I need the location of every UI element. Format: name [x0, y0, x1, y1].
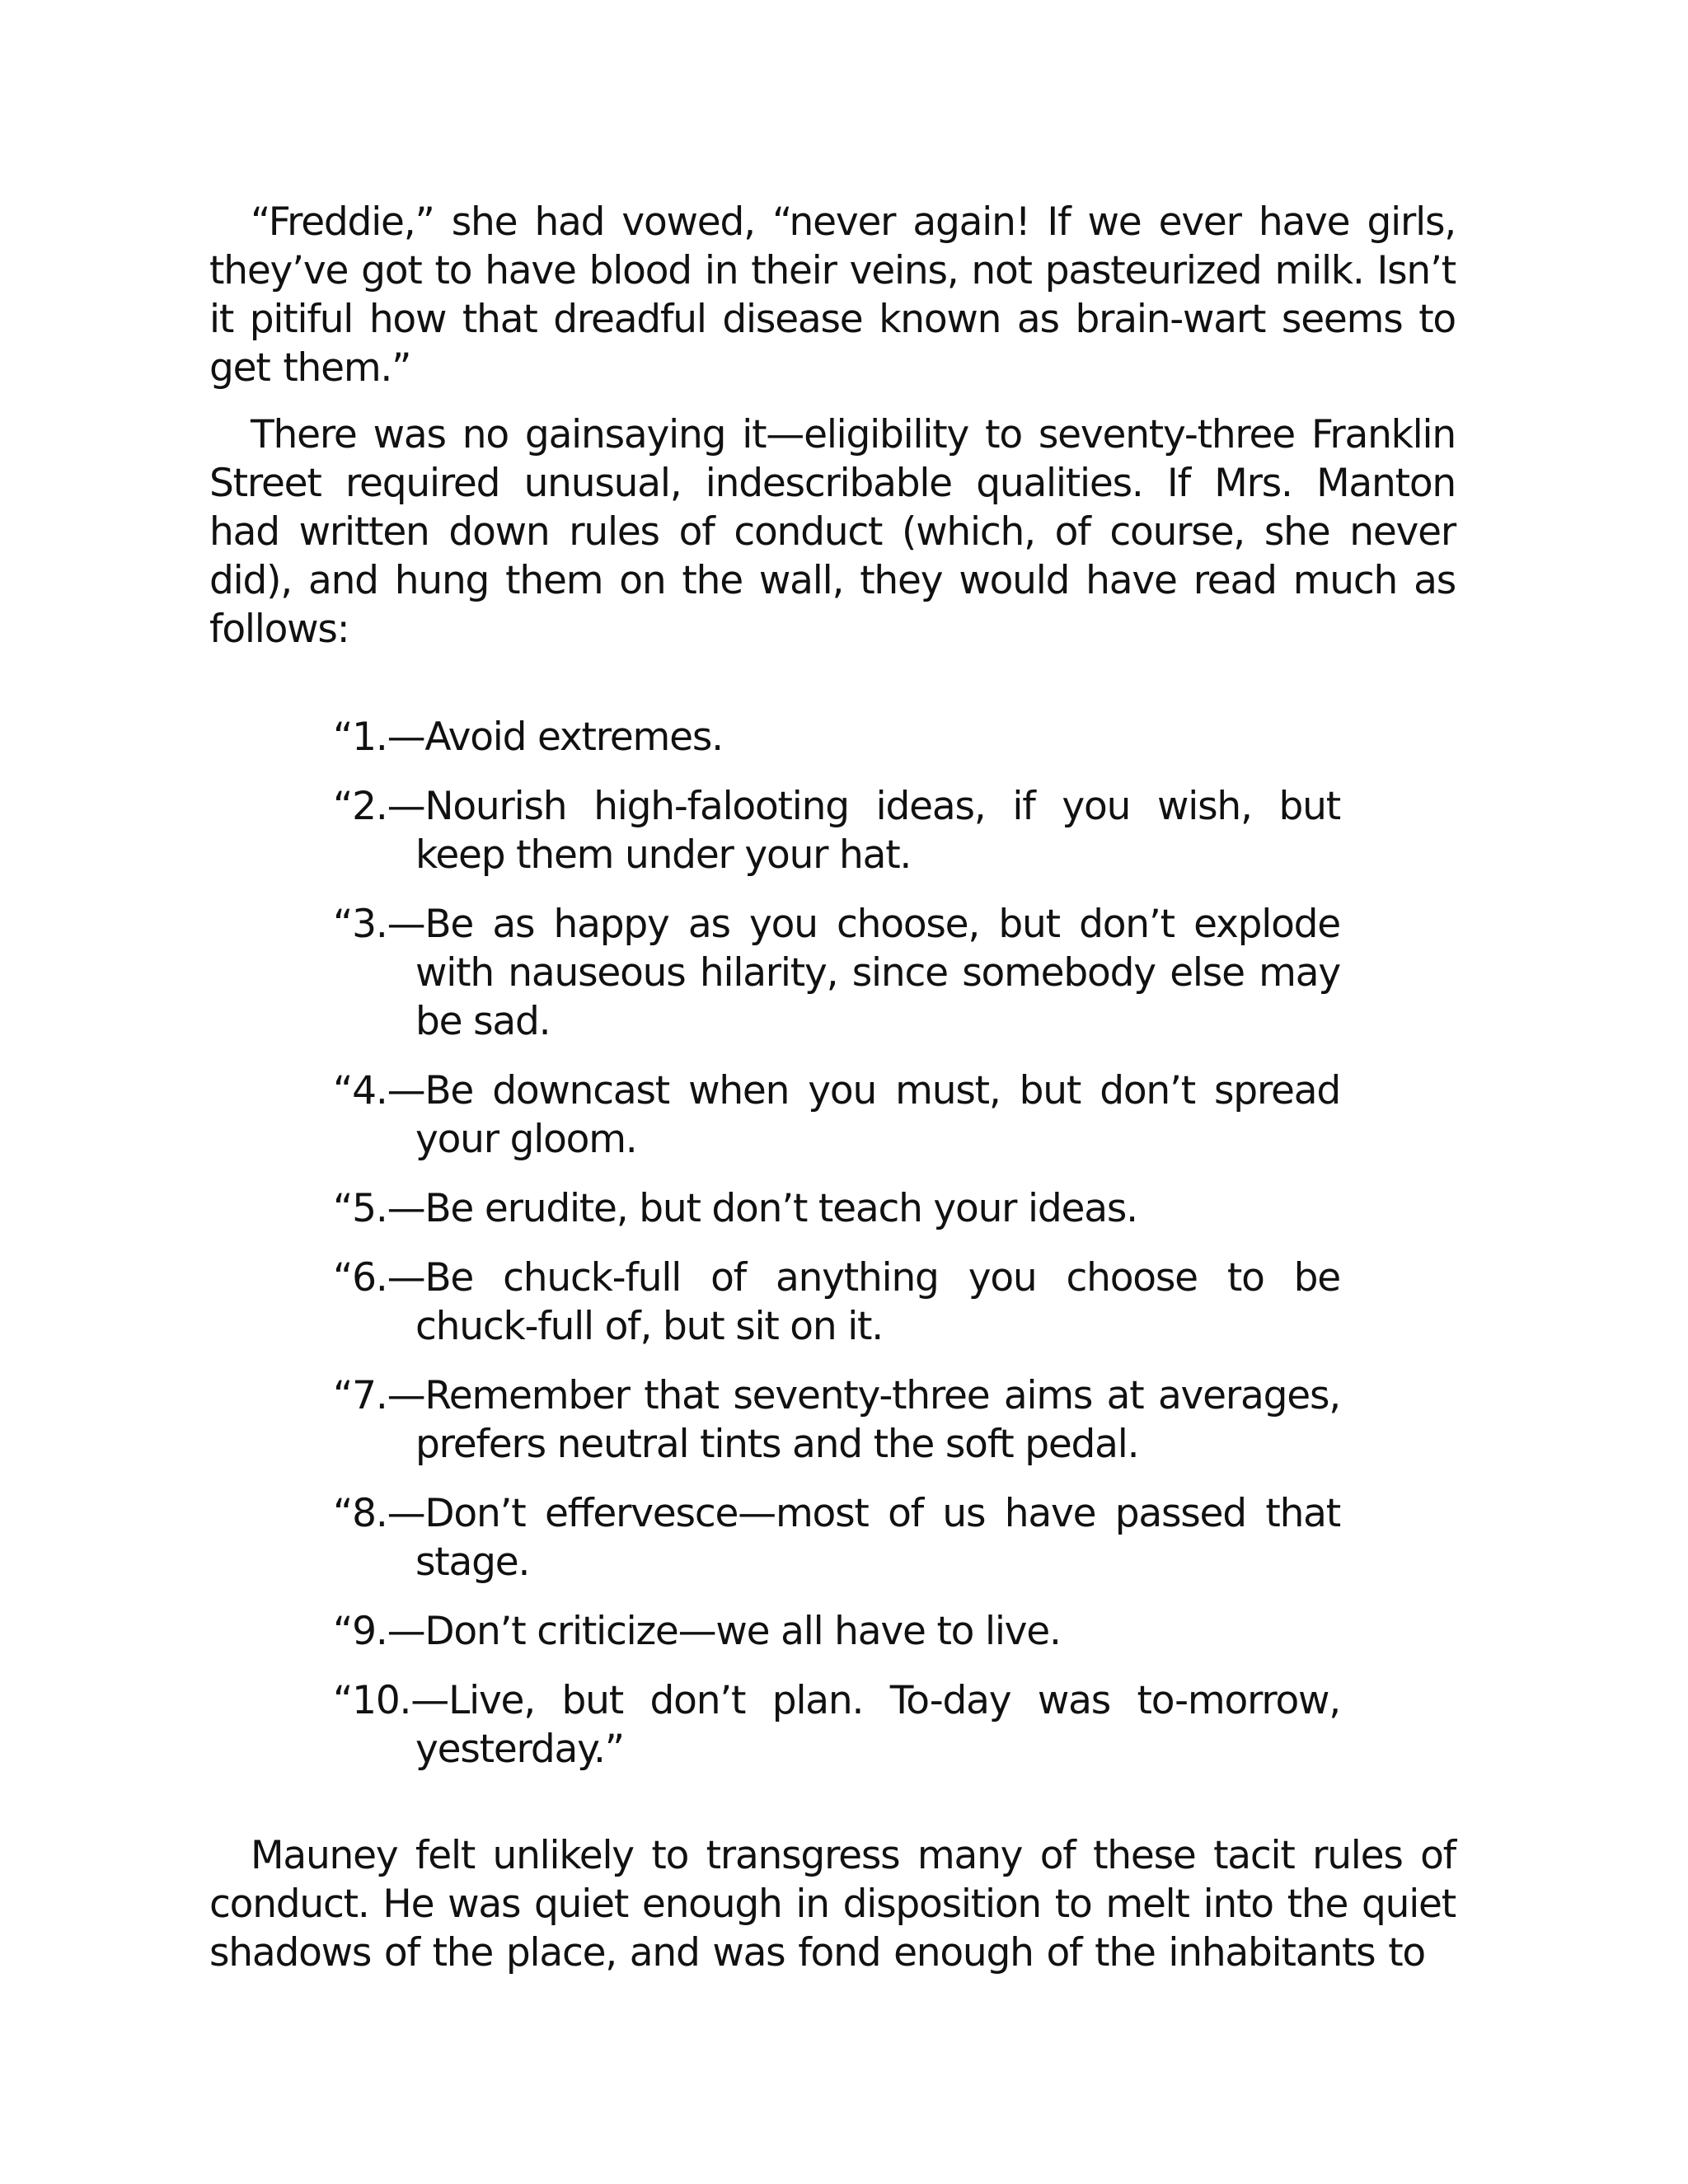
paragraph: There was no gainsaying it—eligibility to seventy-three Franklin Street required unusual, indescribable qualities. If Mrs. Manton had written down rules of conduct (which, of course, she never did), and hung them on the wall, they would have read much as follows:: [209, 412, 1456, 652]
rule-item: “7.—Remember that seventy-three aims at averages, prefers neutral tints and the soft pedal.: [333, 1373, 1340, 1467]
paragraph: “Freddie,” she had vowed, “never again! If we ever have girls, they’ve got to have blood in their veins, not pasteurized milk. Isn’t it pitiful how that dreadful disease known as brain-wart seems to get them.”: [209, 199, 1456, 391]
paragraph: Mauney felt unlikely to transgress many of these tacit rules of conduct. He was quiet enough in disposition to melt into the quiet shadows of the place, and was fond enough of the inhabitants to: [209, 1833, 1456, 1975]
rule-item: “1.—Avoid extremes.: [333, 715, 723, 760]
document-page: [209, 198, 1456, 1977]
rule-item: “2.—Nourish high-falooting ideas, if you wish, but keep them under your hat.: [333, 784, 1340, 878]
rule-item: “9.—Don’t criticize—we all have to live.: [333, 1609, 1061, 1654]
rule-item: “6.—Be chuck-full of anything you choose to be chuck-full of, but sit on it.: [333, 1255, 1340, 1349]
rule-item: “3.—Be as happy as you choose, but don’t explode with nauseous hilarity, since somebody else may be sad.: [333, 902, 1340, 1044]
rule-item: “5.—Be erudite, but don’t teach your ideas.: [333, 1186, 1137, 1231]
rule-item: “10.—Live, but don’t plan. To-day was to-morrow, yesterday.”: [333, 1678, 1340, 1772]
rule-item: “4.—Be downcast when you must, but don’t spread your gloom.: [333, 1068, 1340, 1162]
rule-item: “8.—Don’t effervesce—most of us have passed that stage.: [333, 1491, 1340, 1585]
rules-list: [333, 713, 1340, 1774]
